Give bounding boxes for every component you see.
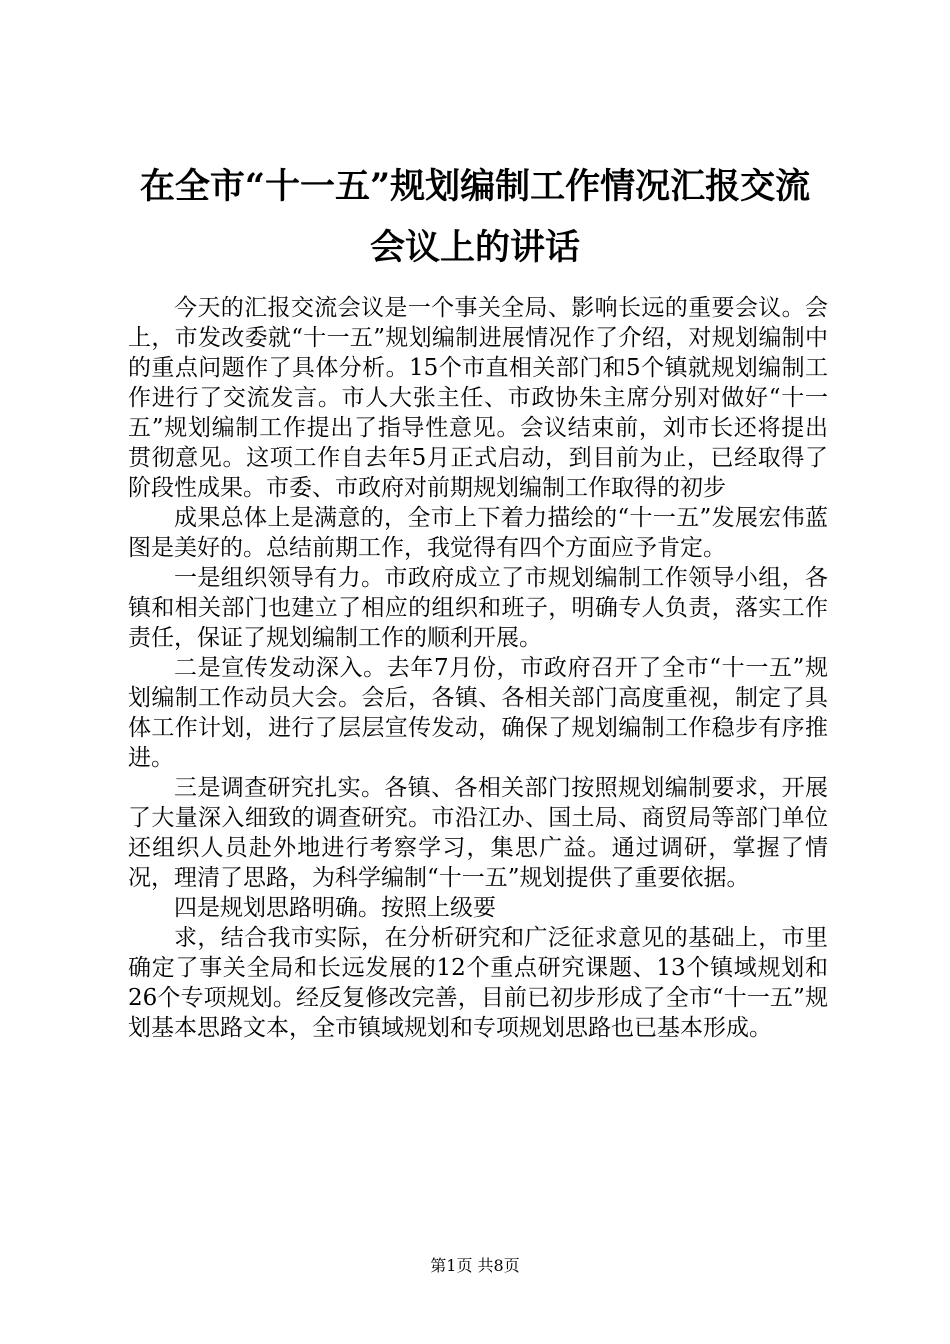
document-body (128, 293, 828, 1043)
paragraph-1: 今天的汇报交流会议是一个事关全局、影响长远的重要会议。会上，市发改委就“十一五”规划编制进展情况作了介绍，对规划编制中的重点问题作了具体分析。15个市直相关部门和5个镇就规划编制工作进行了交流发言。市人大张主任、市政协朱主席分别对做好“十一五”规划编制工作提出了指导性意见。会议结束前，刘市长还将提出贯彻意见。这项工作自去年5月正式启动，到目前为止，已经取得了阶段性成果。市委、市政府对前期规划编制工作取得的初步 (128, 295, 828, 501)
page-indicator: 第1页 共8页 (430, 1256, 520, 1275)
paragraph-2: 成果总体上是满意的，全市上下着力描绘的“十一五”发展宏伟蓝图是美好的。总结前期工作，我觉得有四个方面应予肯定。 (128, 505, 828, 561)
title-line-2: 会议上的讲话 (369, 227, 580, 268)
paragraph-3: 一是组织领导有力。市政府成立了市规划编制工作领导小组，各镇和相关部门也建立了相应的组织和班子，明确专人负责，落实工作责任，保证了规划编制工作的顺利开展。 (128, 565, 828, 651)
paragraph-4: 二是宣传发动深入。去年7月份，市政府召开了全市“十一五”规划编制工作动员大会。会后，各镇、各相关部门高度重视，制定了具体工作计划，进行了层层宣传发动，确保了规划编制工作稳步有序推进。 (128, 655, 828, 771)
document-title (100, 156, 850, 278)
paragraph-6: 四是规划思路明确。按照上级要 (174, 895, 496, 921)
paragraph-5: 三是调查研究扎实。各镇、各相关部门按照规划编制要求，开展了大量深入细致的调查研究。市沿江办、国土局、商贸局等部门单位还组织人员赴外地进行考察学习，集思广益。通过调研，掌握了情况，理清了思路，为科学编制“十一五”规划提供了重要依据。 (128, 775, 828, 891)
page-footer (0, 1256, 950, 1276)
title-line-1: 在全市“十一五”规划编制工作情况汇报交流 (139, 166, 811, 207)
paragraph-7: 求，结合我市实际，在分析研究和广泛征求意见的基础上，市里确定了事关全局和长远发展的12个重点研究课题、13个镇域规划和26个专项规划。经反复修改完善，目前已初步形成了全市“十一五”规划基本思路文本，全市镇域规划和专项规划思路也已基本形成。 (128, 925, 828, 1041)
